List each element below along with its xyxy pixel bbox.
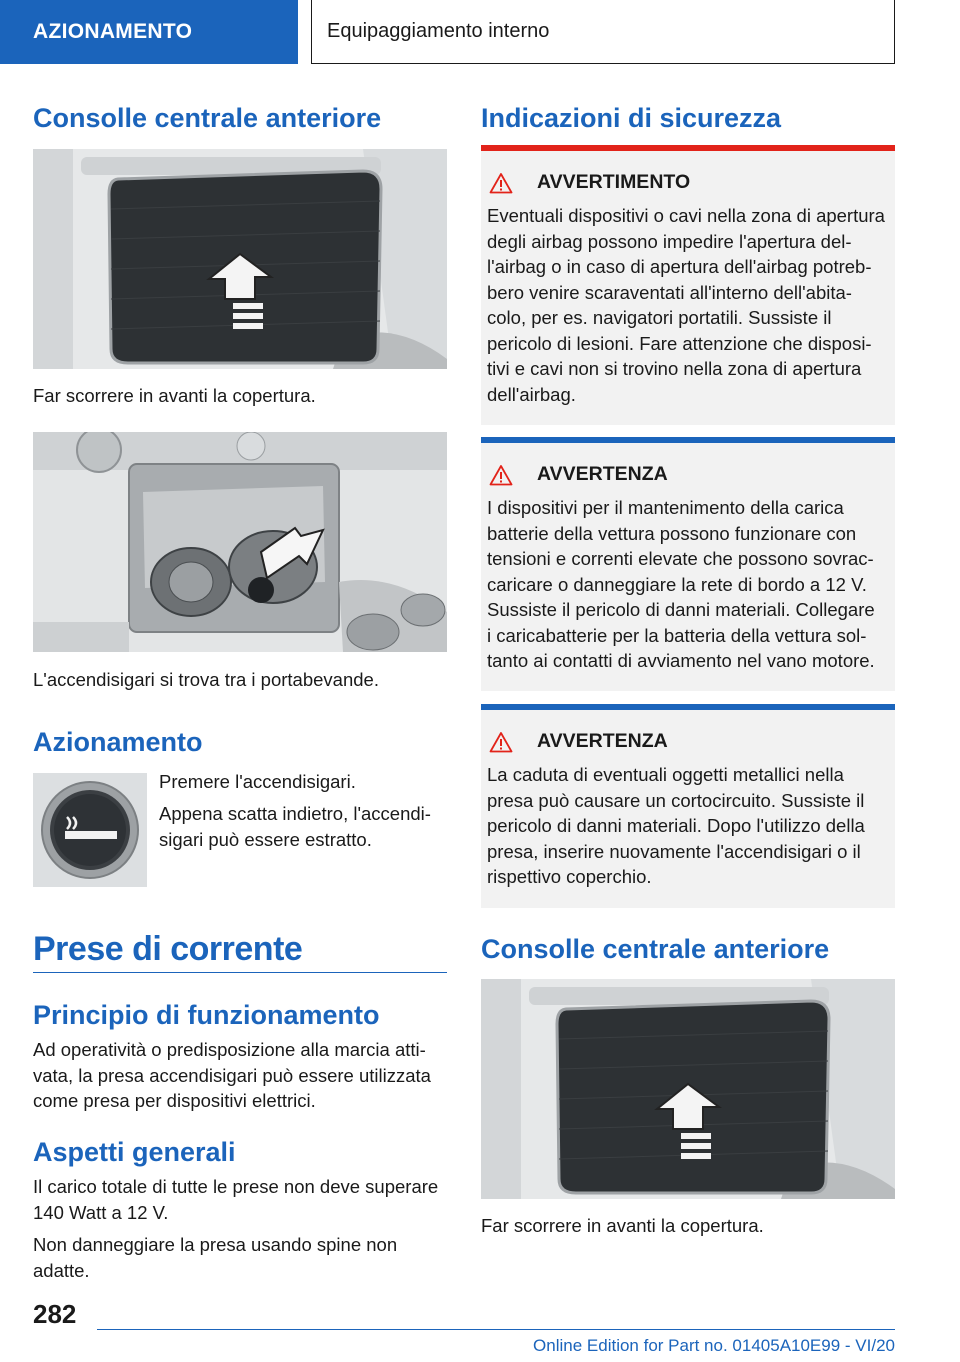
aspetti-line: 140 Watt a 12 V.	[33, 1201, 169, 1223]
heading-aspetti: Aspetti generali	[33, 1137, 236, 1167]
heading-consolle: Consolle centrale anteriore	[33, 103, 382, 133]
warning-box-charger	[481, 437, 895, 691]
warning-title	[489, 463, 668, 486]
warning-line: batterie della vettura possono funzionare con	[487, 522, 857, 544]
heading-rule	[33, 972, 447, 973]
warning-line: presa può causare un cortocircuito. Sussiste il	[487, 789, 865, 811]
caption-lighter: L'accendisigari si trova tra i portabevande.	[33, 669, 379, 690]
aspetti-text-2	[33, 1232, 397, 1283]
warning-title	[489, 730, 668, 753]
warning-box-short-circuit	[481, 704, 895, 908]
page-number: 282	[33, 1299, 77, 1329]
photo-console-cover	[33, 149, 447, 369]
aspetti-line: Il carico totale di tutte le prese non deve superare	[33, 1176, 439, 1197]
warning-triangle-icon	[489, 731, 513, 753]
aspetti-line: Non danneggiare la presa usando spine non	[33, 1234, 398, 1255]
photo-console-cover-2	[481, 979, 895, 1199]
section-tab: AZIONAMENTO	[0, 0, 298, 64]
azionamento-step1: Premere l'accendisigari.	[159, 771, 356, 792]
warning-line: caricare o danneggiare la rete di bordo a 12 V.	[487, 573, 867, 595]
warning-title	[489, 171, 690, 194]
warning-line: I dispositivi per il mantenimento della carica	[487, 497, 844, 518]
warning-stripe-red	[481, 145, 895, 151]
warning-title-text: AVVERTENZA	[537, 463, 668, 485]
principio-line: vata, la presa accendisigari può essere utilizzata	[33, 1064, 431, 1086]
warning-line: l'airbag o in caso di apertura dell'airbag potreb-	[487, 256, 872, 277]
warning-line: colo, per es. navigatori portatili. Sussiste il	[487, 307, 832, 328]
warning-line: pericolo di lesioni. Fare attenzione che disposi-	[487, 332, 872, 354]
azionamento-step2-line1: Appena scatta indietro, l'accendi-	[159, 803, 431, 824]
warning-line: presa, inserire nuovamente l'accendisigari o il	[487, 840, 861, 862]
footer-rule	[97, 1329, 895, 1330]
warning-text	[487, 495, 875, 674]
azionamento-step2	[159, 801, 431, 852]
warning-title-text: AVVERTIMENTO	[537, 171, 691, 193]
warning-title-text: AVVERTENZA	[537, 730, 668, 752]
aspetti-text-1	[33, 1174, 438, 1225]
principio-text	[33, 1037, 431, 1114]
heading-sicurezza: Indicazioni di sicurezza	[481, 103, 782, 133]
warning-stripe-blue	[481, 704, 895, 710]
warning-line: i caricabatterie per la batteria della vettura sol-	[487, 624, 867, 646]
warning-line: tivi e cavi non si trovino nella zona di apertura	[487, 358, 862, 379]
warning-line: tanto ai contatti di avviamento nel vano motore.	[487, 650, 875, 671]
edition-label: Online Edition for Part no. 01405A10E99 - VI/20	[533, 1336, 895, 1355]
heading-prese: Prese di corrente	[33, 930, 303, 968]
caption-cover: Far scorrere in avanti la copertura.	[33, 385, 316, 406]
photo-cupholders	[33, 432, 447, 652]
warning-line: La caduta di eventuali oggetti metallici nella	[487, 764, 844, 785]
warning-stripe-blue	[481, 437, 895, 443]
warning-text	[487, 762, 865, 890]
warning-line: dell'airbag.	[487, 383, 576, 405]
caption-cover-2: Far scorrere in avanti la copertura.	[481, 1215, 764, 1236]
warning-line: Sussiste il pericolo di danni materiali. Collegare	[487, 599, 875, 620]
aspetti-line: adatte.	[33, 1259, 90, 1281]
heading-principio: Principio di funzionamento	[33, 1000, 380, 1030]
principio-line: Ad operatività o predisposizione alla marcia atti-	[33, 1039, 426, 1060]
warning-box-airbag	[481, 145, 895, 425]
heading-azionamento: Azionamento	[33, 727, 203, 757]
warning-text	[487, 203, 885, 407]
warning-line: Eventuali dispositivi o cavi nella zona di apertura	[487, 205, 885, 226]
photo-lighter-button	[33, 773, 147, 887]
warning-triangle-icon	[489, 464, 513, 486]
azionamento-step2-line2: sigari può essere estratto.	[159, 828, 372, 850]
heading-consolle-2: Consolle centrale anteriore	[481, 934, 830, 964]
chapter-tab: Equipaggiamento interno	[311, 0, 895, 64]
warning-line: tensioni e correnti elevate che possono sovrac-	[487, 548, 874, 569]
warning-triangle-icon	[489, 172, 513, 194]
warning-line: degli airbag possono impedire l'apertura del-	[487, 230, 852, 252]
warning-line: rispettivo coperchio.	[487, 866, 652, 887]
warning-line: bero venire scaraventati all'interno dell'abita-	[487, 281, 852, 303]
principio-line: come presa per dispositivi elettrici.	[33, 1090, 316, 1111]
warning-line: pericolo di danni materiali. Dopo l'utilizzo della	[487, 815, 865, 836]
